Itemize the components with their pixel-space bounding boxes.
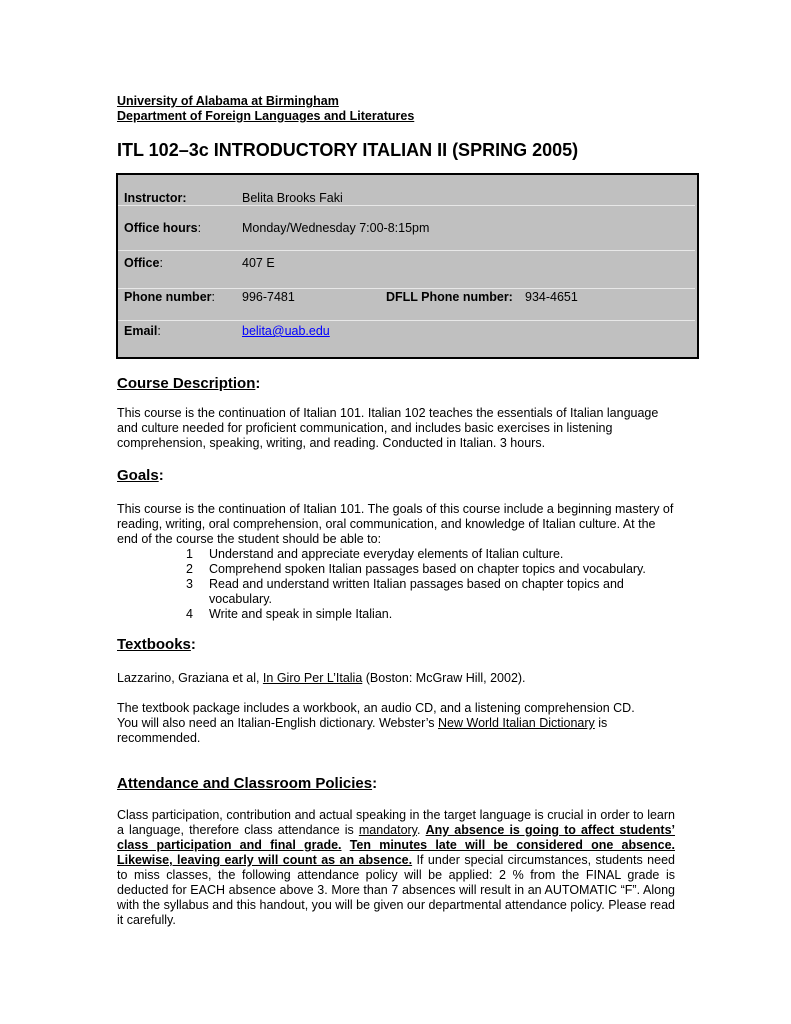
absence-warning: Any absence is going to affect students’ class participation and final grade. <box>117 823 675 852</box>
department-name: Department of Foreign Languages and Literatures <box>117 109 415 123</box>
phone-value: 996-7481 <box>242 290 295 304</box>
instructor-value: Belita Brooks Faki <box>242 191 343 205</box>
phone-label: Phone number <box>124 290 212 304</box>
email-colon: : <box>157 324 161 338</box>
university-name: University of Alabama at Birmingham <box>117 94 339 108</box>
email-link[interactable]: belita@uab.edu <box>242 324 330 338</box>
goals-intro: This course is the continuation of Italian 101. The goals of this course include a beginning mastery of reading, writing, oral comprehension, oral communication, and knowledge of Italian culture. At the end of the course the student should be able to: <box>117 502 674 546</box>
office-label: Office <box>124 256 160 270</box>
mandatory-text: mandatory <box>358 823 418 837</box>
office-value: 407 E <box>242 256 275 270</box>
office-hours-colon: : <box>197 221 202 235</box>
course-title: ITL 102–3c INTRODUCTORY ITALIAN II (SPRING 2005) <box>117 140 579 160</box>
row-divider <box>118 250 695 251</box>
instructor-info-box <box>116 173 699 359</box>
course-description-heading: Course Description: <box>117 375 261 392</box>
dfll-phone-label: DFLL Phone number: <box>386 290 513 304</box>
attendance-policy-text: Class participation, contribution and actual speaking in the target language is crucial in order to learn a language, therefore class attendance is mandatory. Any absence is going to affect students’ class participation and final grade. Ten minutes late will be considered one absence. Likewise, leaving early will count as an absence. If under special circumstances, students need to miss classes, the following attendance policy will be applied: 2 % from the FINAL grade is deducted for EACH absence above 3. More than 7 absences will result in an AUTOMATIC “F”. Along with the syllabus and this handout, you will be given our departmental attendance policy. Please read it carefully. <box>117 808 675 927</box>
attendance-heading: Attendance and Classroom Policies: <box>117 775 378 792</box>
office-colon: : <box>159 256 163 270</box>
row-divider <box>118 320 695 321</box>
email-label: Email <box>124 324 158 338</box>
dfll-phone-value: 934-4651 <box>525 290 578 304</box>
leaving-early-warning: Likewise, leaving early will count as an absence. <box>117 853 413 867</box>
syllabus-page: University of Alabama at Birmingham Department of Foreign Languages and Literatures ITL 102–3c INTRODUCTORY ITALIAN II (SPRING 2005) Instructor: Belita Brooks Faki Office hours: Monday/Wednesday 7:00-8:15pm Office: 407 E Phone number: 996-7481 DFLL Phone number: 934-4651 Email: belita@uab.edu Course Description: This course is the continuation of Italian 101. Italian 102 teaches the essentials of Italian language and culture needed for proficient communication, and includes basic exercises in listening comprehension, speaking, writing, and reading. Conducted in Italian. 3 hours. Goals: This course is the continuation of Italian 101. The goals of this course include a beginning mastery of reading, writing, oral comprehension, oral communication, and knowledge of Italian culture. At the end of the course the student should be able to: 1 Understand and appreciate everyday elements of Italian culture. 2 Comprehend spoken Italian passages based on chapter topics and vocabulary. 3 Read and understand written Italian passages based on chapter topics and vocabulary. 4 Write and speak in simple Italian. Textbooks: Lazzarino, Graziana et al, In Giro Per L’Italia (Boston: McGraw Hill, 2002). The textbook package includes a workbook, an audio CD, and a listening comprehension CD. You will also need an Italian-English dictionary. Webster’s New World Italian Dictionary is recommended. Attendance and Classroom Policies: Class participation, contribution and actual speaking in the target language is crucial in order to learn a language, therefore class attendance is mandatory. Any absence is going to affect students’ class participation and final grade. Ten minutes late will be considered one absence. Likewise, leaving early will count as an absence. If under special circumstances, students need to miss classes, the following attendance policy will be applied: 2 % from the FINAL grade is deducted for EACH absence above 3. More than 7 absences will result in an AUTOMATIC “F”. Along with the syllabus and this handout, you will be given our departmental attendance policy. Please read it carefully. <box>0 0 791 1024</box>
office-hours-value: Monday/Wednesday 7:00-8:15pm <box>242 221 430 235</box>
textbook-citation: Lazzarino, Graziana et al, In Giro Per L’Italia (Boston: McGraw Hill, 2002). <box>117 671 526 685</box>
textbook-title: In Giro Per L’Italia <box>262 671 363 685</box>
goals-heading: Goals: <box>117 467 164 484</box>
instructor-label: Instructor: <box>124 191 187 205</box>
dictionary-title: New World Italian Dictionary <box>438 716 595 730</box>
course-description-text: This course is the continuation of Italian 101. Italian 102 teaches the essentials of Italian language and culture needed for proficient communication, and includes basic exercises in listening comprehension, speaking, writing, and reading. Conducted in Italian. 3 hours. <box>117 406 659 450</box>
row-divider <box>118 288 695 289</box>
textbook-package: The textbook package includes a workbook, an audio CD, and a listening comprehension CD. You will also need an Italian-English dictionary. Webster’s New World Italian Dictionary is recommended. <box>117 701 635 745</box>
late-warning: Ten minutes late will be considered one absence. <box>349 838 675 852</box>
phone-colon: : <box>211 290 215 304</box>
office-hours-label: Office hours <box>124 221 198 235</box>
row-divider <box>118 205 695 206</box>
textbooks-heading: Textbooks: <box>117 636 196 653</box>
